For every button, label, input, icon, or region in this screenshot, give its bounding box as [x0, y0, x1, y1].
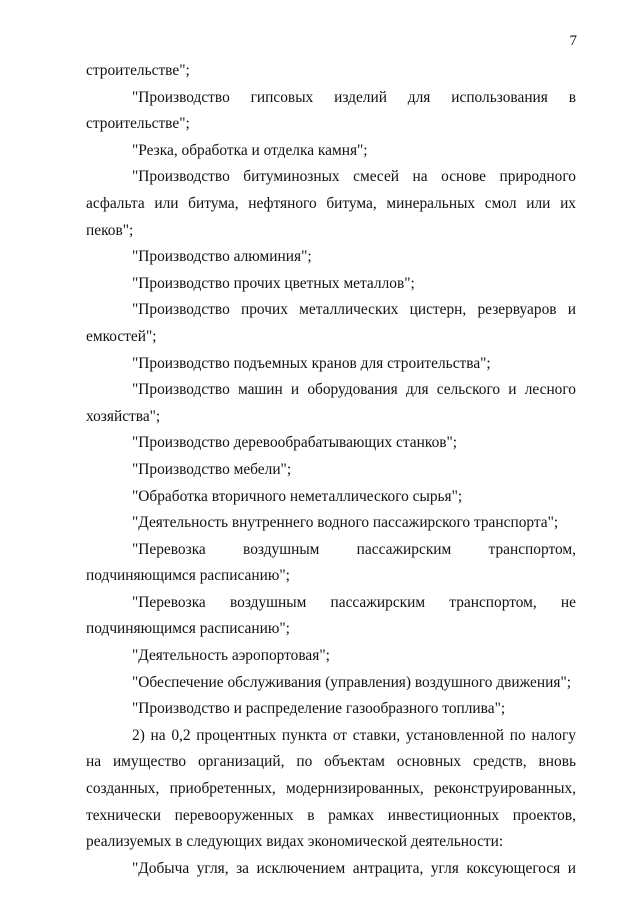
paragraph: "Перевозка воздушным пассажирским транспортом, не подчиняющимся расписанию"; [86, 593, 576, 638]
paragraph: "Производство подъемных кранов для строительства"; [132, 354, 491, 372]
paragraph: "Производство деревообрабатывающих станков"; [132, 434, 458, 452]
page-number: 7 [569, 33, 577, 49]
paragraph: "Производство и распределение газообразного топлива"; [132, 700, 506, 718]
paragraph: "Обеспечение обслуживания (управления) воздушного движения"; [132, 673, 572, 691]
paragraph: "Резка, обработка и отделка камня"; [132, 141, 368, 159]
paragraph: "Производство гипсовых изделий для использования в строительстве"; [86, 88, 576, 133]
paragraph: "Производство машин и оборудования для сельского и лесного хозяйства"; [86, 381, 576, 425]
paragraph: "Производство алюминия"; [132, 248, 312, 266]
paragraph: "Производство мебели"; [132, 460, 292, 478]
paragraph: "Добыча угля, за исключением антрацита, угля коксующегося и [132, 859, 576, 877]
paragraph: "Деятельность внутреннего водного пассажирского транспорта"; [132, 514, 559, 532]
paragraph: "Производство битуминозных смесей на основе природного асфальта или битума, нефтяного битума, минеральных смол или их пеков"; [86, 168, 576, 239]
paragraph: "Деятельность аэропортовая"; [132, 647, 330, 665]
document-body [86, 58, 576, 882]
paragraph: 2) на 0,2 процентных пункта от ставки, установленной по налогу на имущество организаций, по объектам основных средств, вновь созданных, приобретенных, модернизированных, реконструированных, технически перевооруженных в рамках инвестиционных проектов, реализуемых в следующих видах экономической деятельности: [86, 726, 576, 851]
paragraph: "Производство прочих цветных металлов"; [132, 274, 415, 292]
paragraph: "Производство прочих металлических цистерн, резервуаров и емкостей"; [86, 301, 576, 345]
paragraph: "Обработка вторичного неметаллического сырья"; [132, 487, 463, 505]
paragraph: строительстве"; [86, 62, 190, 79]
paragraph: "Перевозка воздушным пассажирским транспортом, подчиняющимся расписанию"; [86, 540, 576, 585]
